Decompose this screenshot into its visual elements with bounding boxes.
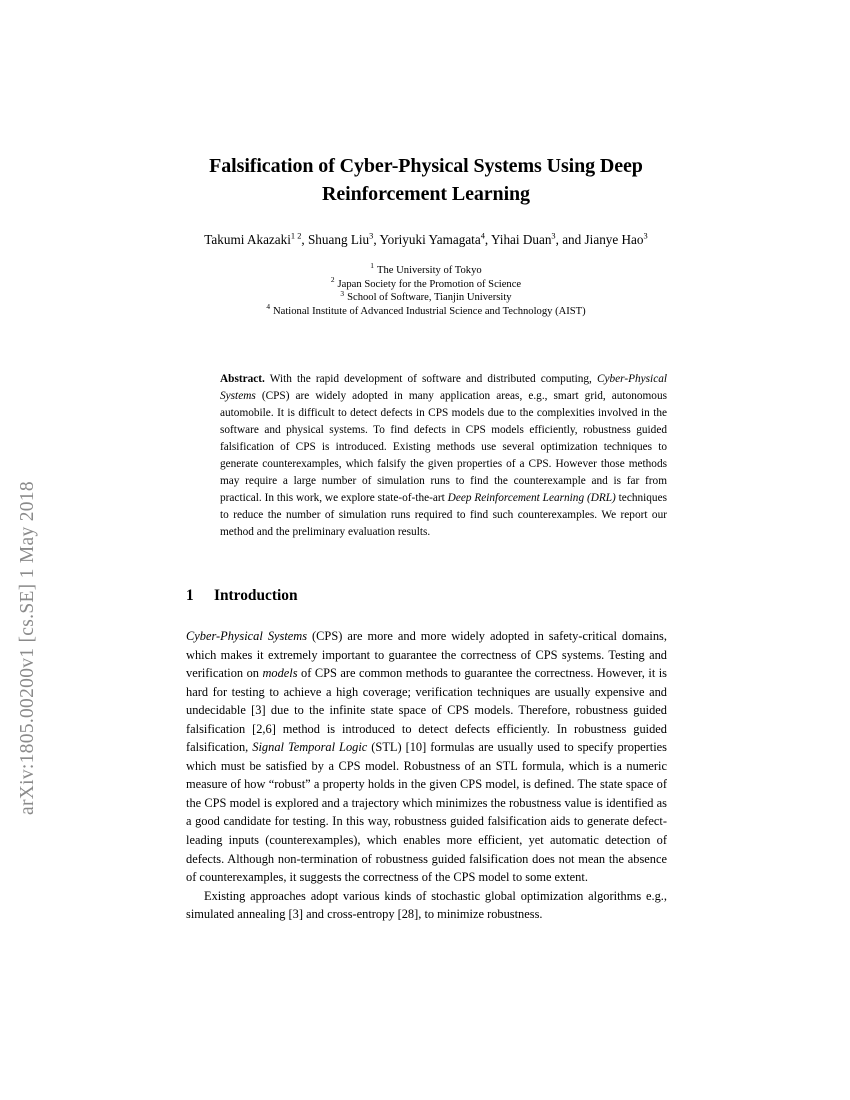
affiliation-item (150, 261, 702, 278)
affiliation-text: National Institute of Advanced Industrial Science and Technology (AIST) (273, 305, 586, 317)
affiliation-text: The University of Tokyo (377, 265, 482, 276)
affiliation-marker: 1 (370, 261, 374, 271)
affiliation-item (150, 275, 702, 292)
abstract-emphasis: Deep Reinforcement Learning (DRL) (447, 492, 616, 505)
affiliation-text: Japan Society for the Promotion of Science (337, 278, 522, 290)
author-affiliation-marker: 3 (369, 231, 374, 241)
abstract-text: (CPS) are widely adopted in many application areas, e.g., smart grid, autonomous automobile. It is difficult to detect defects in CPS models due to the complexities involved in the software and physical systems. To find defects in CPS models efficiently, robustness guided falsification of CPS is introduced. Existing methods use several optimization techniques to generate counterexamples, which falsify the given properties of a CPS. However those methods may require a large number of simulation runs to find the counterexample and is far from practical. In this work, we explore state-of-the-art (220, 390, 667, 505)
author-separator: , (301, 232, 308, 247)
author-affiliation-marker: 3 (551, 231, 556, 241)
author-name: Takumi Akazaki (204, 232, 291, 247)
paragraph-text: Existing approaches adopt various kinds of stochastic global optimization algorithms e.g., simulated annealing [3] and cross-entropy [28], to minimize robustness. (186, 888, 667, 922)
author-affiliation-marker: 3 (643, 231, 648, 241)
paragraph-emphasis: Cyber-Physical Systems (186, 629, 308, 643)
author-separator: , (484, 232, 491, 247)
paragraph (186, 887, 667, 924)
page-title: Falsification of Cyber-Physical Systems Using Deep Reinforcement Learning (209, 155, 643, 205)
affiliation-item (150, 302, 702, 319)
arxiv-stamp (0, 0, 56, 1100)
author-separator: , and (555, 232, 585, 247)
paragraph-emphasis: models (262, 666, 298, 681)
abstract-emphasis: Cyber-Physical Systems (220, 373, 667, 403)
abstract-text: techniques to reduce the number of simulation runs required to find such counterexamples. We report our method and the preliminary evaluation results. (220, 492, 667, 539)
author-name: Jianye Hao (584, 232, 644, 247)
author-separator: , (373, 232, 380, 247)
arxiv-stamp-text: arXiv:1805.00200v1 [cs.SE] 1 May 2018 (17, 481, 38, 815)
paragraph-text: (STL) [10] formulas are usually used to specify properties which must be satisfied by a CPS model. Robustness of an STL formula, which is a numeric measure of how “robust” a property holds in the given CPS model, is defined. The state space of the CPS model is explored and a trajectory which minimizes the robustness value is identified as a good candidate for testing. In this way, robustness guided falsification aids to generate defect-leading inputs (counterexamples), which enables more efficient, yet automatic detection of defects. Although non-termination of robustness guided falsification does not mean the absence of counterexamples, it suggests the correctness of the CPS model to some extent. (186, 740, 667, 885)
author-list (150, 231, 702, 249)
abstract-block (220, 371, 667, 541)
abstract-label: Abstract. (220, 373, 265, 385)
paragraph-emphasis: Signal Temporal Logic (252, 740, 368, 755)
section-title: Introduction (214, 587, 298, 604)
affiliation-item (150, 288, 702, 305)
affiliation-list (150, 261, 702, 318)
author-name: Shuang Liu (307, 232, 370, 247)
body-text (186, 627, 667, 924)
abstract-text: With the rapid development of software and distributed computing, (264, 373, 597, 385)
section-heading (186, 586, 298, 606)
affiliation-marker: 3 (340, 288, 345, 298)
author-name: Yoriyuki Yamagata (379, 232, 481, 247)
affiliation-text: School of Software, Tianjin University (347, 292, 512, 304)
author-affiliation-marker: 4 (480, 231, 485, 241)
affiliation-marker: 2 (330, 275, 335, 285)
affiliation-marker: 4 (266, 302, 271, 312)
author-name: Yihai Duan (490, 232, 552, 247)
author-affiliation-marker: 1 2 (290, 231, 302, 241)
paragraph-text: of CPS are common methods to guarantee the correctness. However, it is hard for testing to achieve a high coverage; verification techniques are usually expensive and undecidable [3] due to the infinite state space of CPS models. Therefore, robustness guided falsification [2,6] method is introduced to detect defects efficiently. In robustness guided falsification, (186, 666, 667, 755)
section-number: 1 (186, 587, 194, 604)
paragraph (186, 627, 667, 887)
paragraph-text: (CPS) are more and more widely adopted in safety-critical domains, which makes it extremely important to guarantee the correctness of CPS systems. Testing and verification on (186, 629, 667, 681)
